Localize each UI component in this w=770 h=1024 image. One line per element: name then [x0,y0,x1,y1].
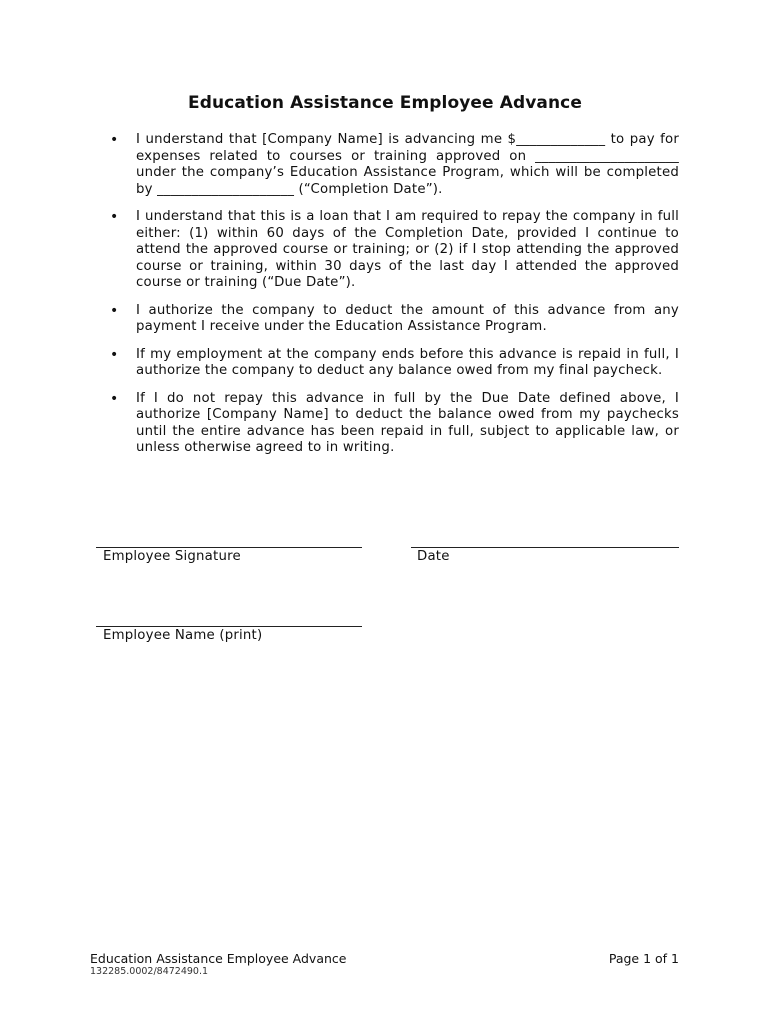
list-item-text: If I do not repay this advance in full by the Due Date defined above, I authorize [Company Name] to deduct the balance owed from my paychecks until the entire advance has been repaid in full, subject to applicable law, or unless otherwise agreed to in writing. [136,390,679,455]
list-item [96,132,679,198]
document-title: Education Assistance Employee Advance [187,93,582,113]
date-line [411,547,679,548]
bullet-icon: • [110,390,119,407]
bullet-icon: • [110,209,119,225]
bullet-icon: • [110,346,119,363]
list-item [96,303,679,336]
employee-name-line [96,626,362,627]
document-code: 132285.0002/8472490.1 [90,966,209,977]
list-item-text: I understand that this is a loan that I am required to repay the company in full either: (1) within 60 days of the Completion Date, provided I continue to attend the approved course or training; or (2) if I stop attending the approved course or training, within 30 days of the last day I attended the approved course or training (“Due Date”). [136,209,679,290]
page-number: Page 1 of 1 [608,951,679,966]
list-item [96,391,679,457]
list-item [96,347,679,380]
terms-list [96,132,679,468]
employee-signature-line [96,547,362,548]
employee-name-label: Employee Name (print) [103,628,263,643]
list-item [96,209,679,292]
bullet-icon: • [110,132,119,148]
bullet-icon: • [110,302,119,319]
list-item-text: I understand that [Company Name] is advancing me $_____________ to pay for expenses related to courses or training approved on _____________________ under the company’s Education Assistance Program, which will be completed by ____________________ (“Completion Date”). [136,132,679,197]
employee-signature-label: Employee Signature [103,549,241,564]
footer-title: Education Assistance Employee Advance [90,951,347,966]
list-item-text: I authorize the company to deduct the amount of this advance from any payment I receive under the Education Assistance Program. [136,302,679,334]
list-item-text: If my employment at the company ends before this advance is repaid in full, I authorize the company to deduct any balance owed from my final paycheck. [136,346,679,378]
date-label: Date [417,549,450,564]
